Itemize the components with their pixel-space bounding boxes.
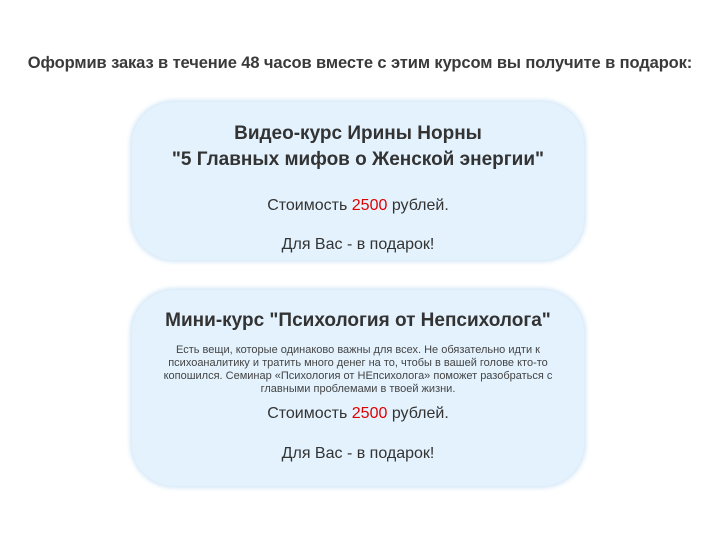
price-prefix: Стоимость <box>267 197 348 214</box>
bonus-card-title-line2: "5 Главных мифов о Женской энергии" <box>171 149 545 170</box>
bonus-card-mini-course <box>132 290 584 486</box>
bonus-card-title-line1: Видео-курс Ирины Норны <box>234 123 482 144</box>
bonus-card-title <box>132 308 584 334</box>
gift-label: Для Вас - в подарок! <box>281 236 435 253</box>
bonus-card-video-course <box>132 102 584 260</box>
bonus-card-title <box>132 121 584 173</box>
bonus-card-title-line1: Мини-курс "Психология от Непсихолога" <box>165 310 551 331</box>
offer-headline: Оформив заказ в течение 48 часов вместе с этим курсом вы получите в подарок: <box>27 54 693 72</box>
price-prefix: Стоимость <box>267 405 348 422</box>
bonus-card-description: Есть вещи, которые одинаково важны для всех. Не обязательно идти к психоаналитику и тратить много денег на то, чтобы в вашей голове кто-то копошился. Семинар «Психология от НЕпсихолога» поможет разобраться с главными проблемами в твоей жизни. <box>163 344 553 395</box>
price-suffix: рублей. <box>391 197 449 214</box>
price-line <box>132 197 584 215</box>
price-amount: 2500 <box>351 405 388 422</box>
price-line <box>132 405 584 423</box>
price-amount: 2500 <box>351 197 388 214</box>
gift-label: Для Вас - в подарок! <box>281 445 435 462</box>
price-suffix: рублей. <box>391 405 449 422</box>
